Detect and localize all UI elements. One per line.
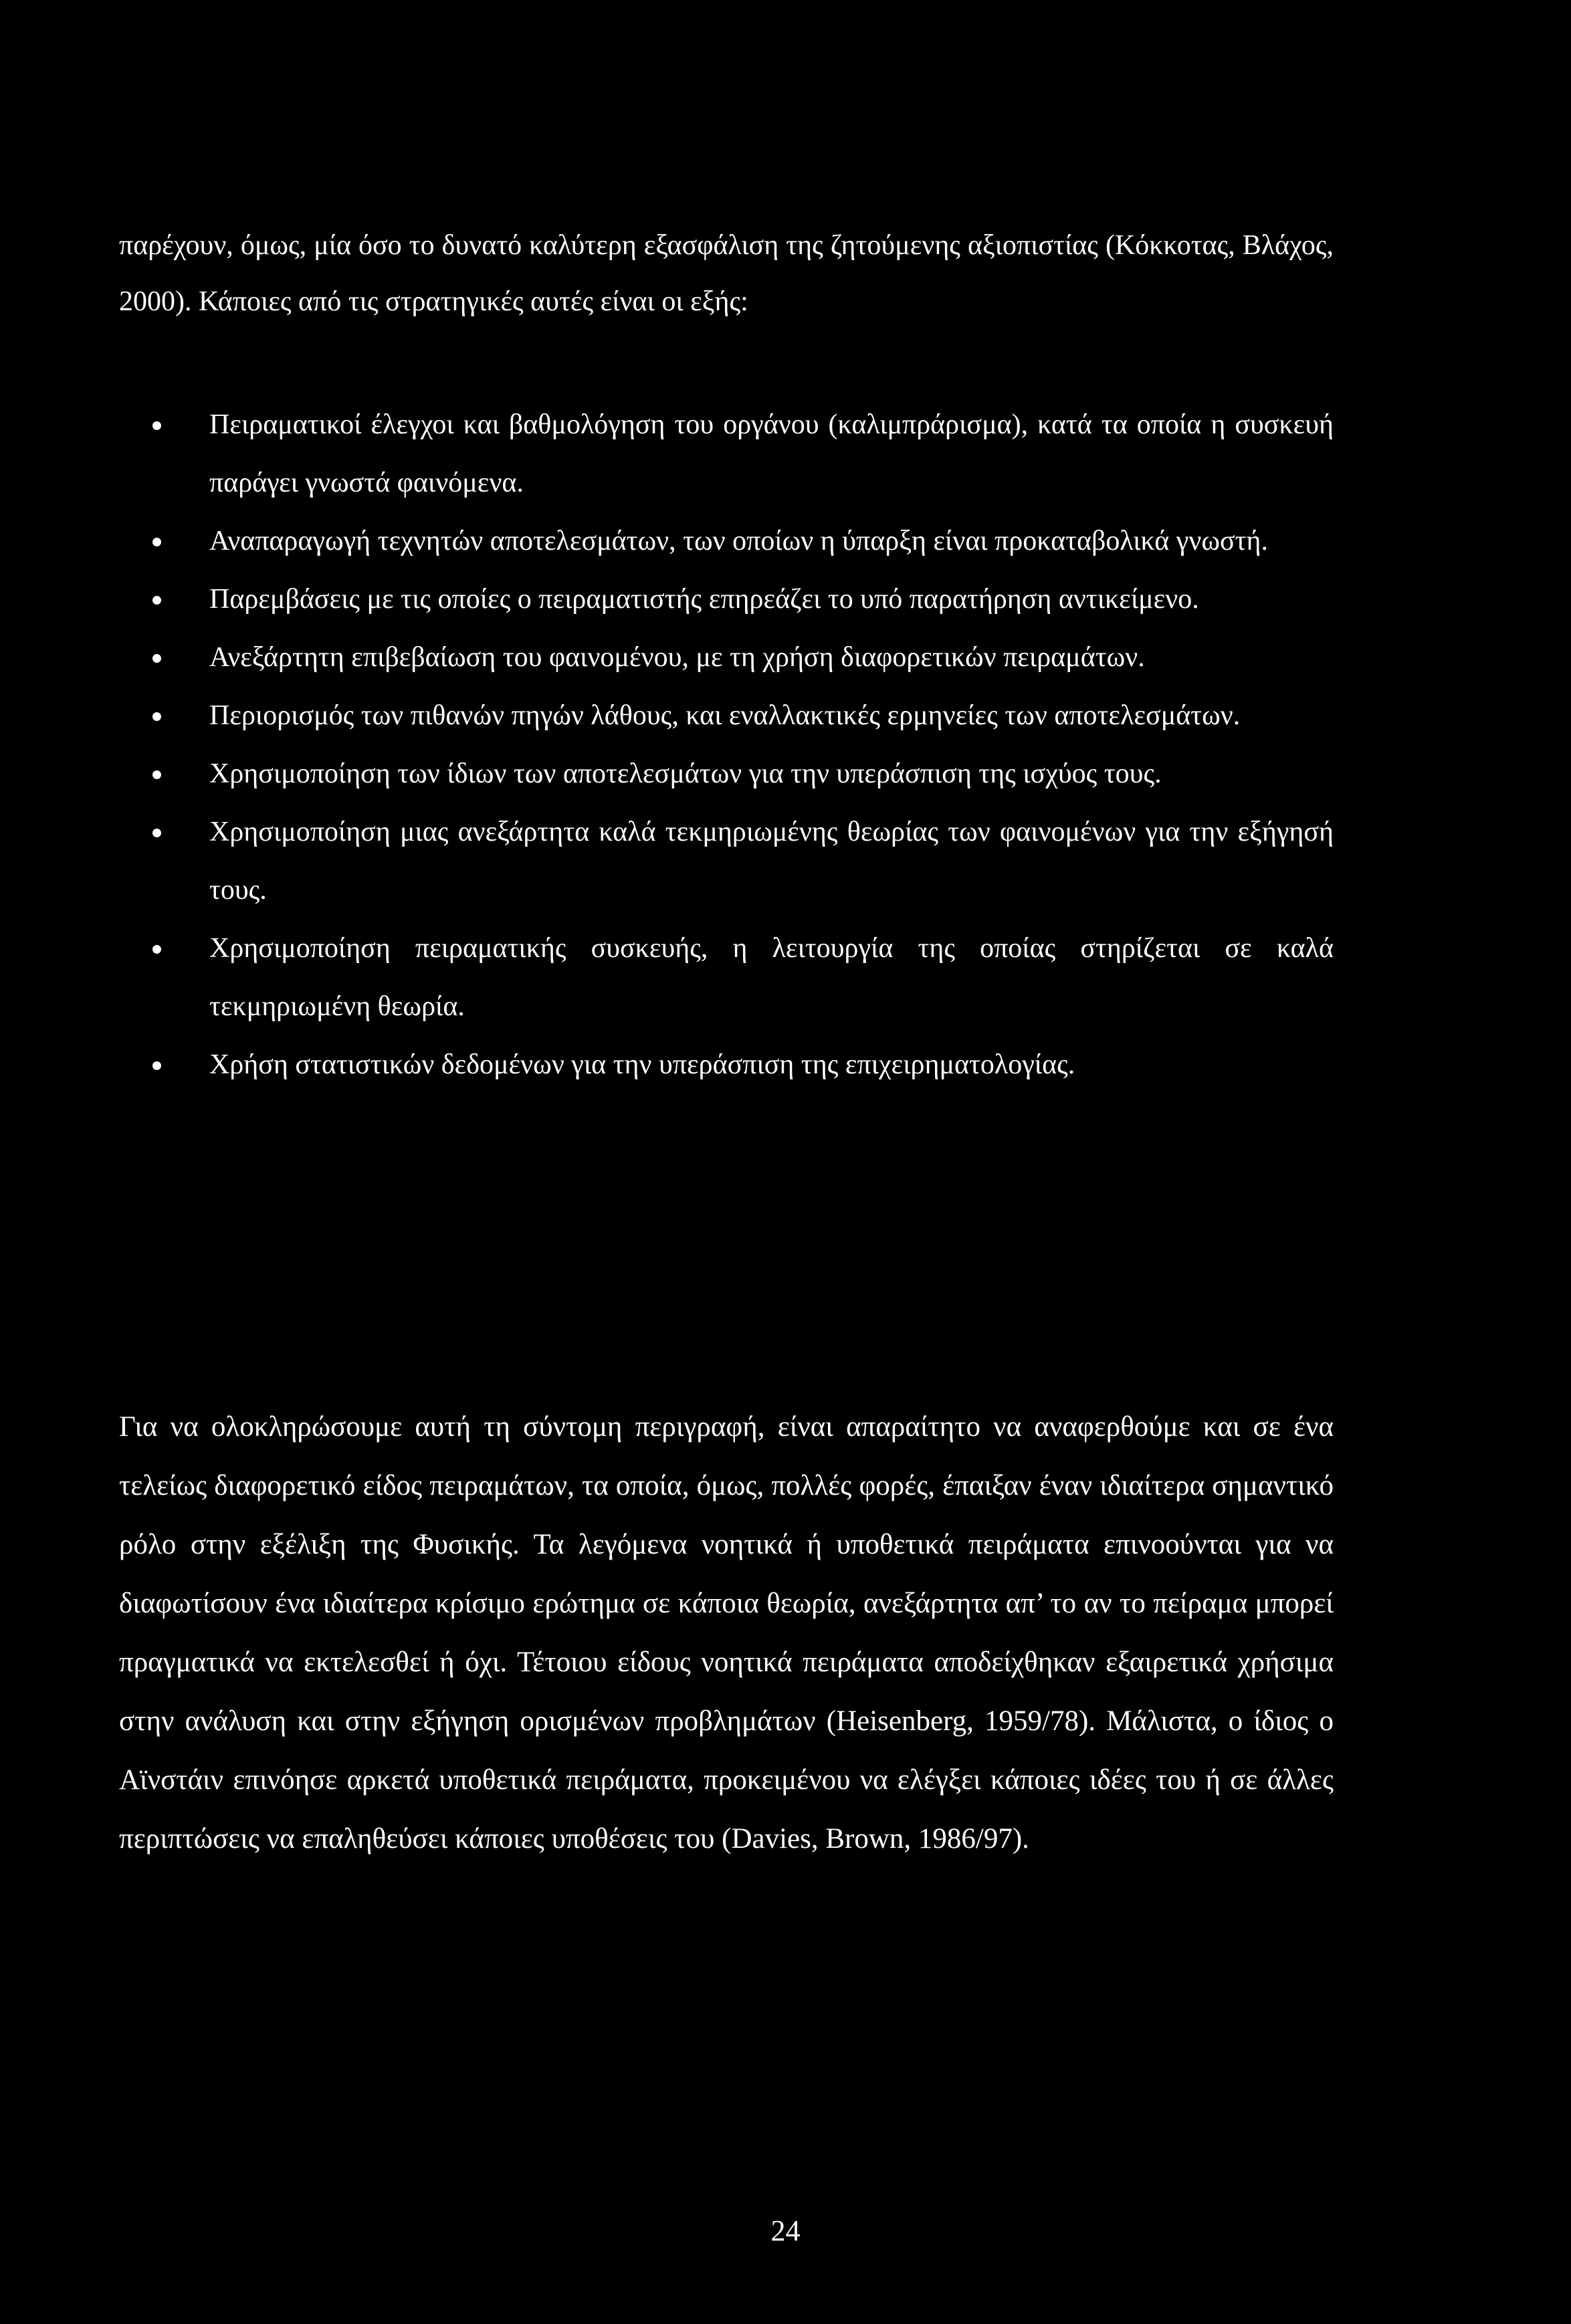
list-item-text: Χρησιμοποίηση των ίδιων των αποτελεσμάτων για την υπεράσπιση της ισχύος τους. (209, 758, 1162, 789)
list-item-text: Ανεξάρτητη επιβεβαίωση του φαινομένου, με τη χρήση διαφορετικών πειραμάτων. (209, 642, 1145, 673)
list-item (119, 745, 1334, 803)
list-item (119, 920, 1334, 1036)
bullet-icon (152, 538, 161, 546)
list-item (119, 1036, 1334, 1094)
list-item-text: Αναπαραγωγή τεχνητών αποτελεσμάτων, των οποίων η ύπαρξη είναι προκαταβολικά γνωστή. (209, 526, 1268, 556)
bullet-icon (152, 1061, 161, 1070)
list-item-text: Πειραματικοί έλεγχοι και βαθμολόγηση του οργάνου (καλιμπράρισμα), κατά τα οποία η συσκευή παράγει γνωστά φαινόμενα. (209, 409, 1334, 498)
list-item (119, 396, 1334, 512)
bullet-icon (152, 596, 161, 605)
bullet-icon (152, 421, 161, 430)
list-item-text: Χρήση στατιστικών δεδομένων για την υπεράσπιση της επιχειρηματολογίας. (209, 1049, 1075, 1080)
bullet-icon (152, 712, 161, 721)
page-number: 24 (770, 2214, 801, 2247)
list-item (119, 629, 1334, 687)
list-item (119, 803, 1334, 920)
list-item-text: Χρησιμοποίηση πειραματικής συσκευής, η λειτουργία της οποίας στηρίζεται σε καλά τεκμηριωμένη θεωρία. (209, 933, 1334, 1022)
list-item (119, 687, 1334, 745)
body-paragraph: Για να ολοκληρώσουμε αυτή τη σύντομη περιγραφή, είναι απαραίτητο να αναφερθούμε και σε ένα τελείως διαφορετικό είδος πειραμάτων, τα οποία, όμως, πολλές φορές, έπαιξαν έναν ιδιαίτερα σημαντικό ρόλο στην εξέλιξη της Φυσικής. Τα λεγόμενα νοητικά ή υποθετικά πειράματα επινοούνται για να διαφωτίσουν ένα ιδιαίτερα κρίσιμο ερώτημα σε κάποια θεωρία, ανεξάρτητα απ’ το αν το πείραμα μπορεί πραγματικά να εκτελεσθεί ή όχι. Τέτοιου είδους νοητικά πειράματα αποδείχθηκαν εξαιρετικά χρήσιμα στην ανάλυση και στην εξήγηση ορισμένων προβλημάτων (Heisenberg, 1959/78). Μάλιστα, ο ίδιος ο Αϊνστάιν επινόησε αρκετά υποθετικά πειράματα, προκειμένου να ελέγξει κάποιες ιδέες του ή σε άλλες περιπτώσεις να επαληθεύσει κάποιες υποθέσεις του (Davies, Brown, 1986/97). (119, 1411, 1334, 1855)
intro-paragraph: παρέχουν, όμως, μία όσο το δυνατό καλύτερη εξασφάλιση της ζητούμενης αξιοπιστίας (Κόκκοτας, Βλάχος, 2000). Κάποιες από τις στρατηγικές αυτές είναι οι εξής: (119, 230, 1334, 317)
bullet-icon (152, 654, 161, 663)
list-item-text: Χρησιμοποίηση μιας ανεξάρτητα καλά τεκμηριωμένης θεωρίας των φαινομένων για την εξήγησή τους. (209, 817, 1334, 906)
list-item (119, 570, 1334, 629)
bullet-icon (152, 945, 161, 954)
bullet-icon (152, 770, 161, 779)
strategy-list (119, 396, 1334, 1094)
list-item (119, 512, 1334, 570)
bullet-icon (152, 829, 161, 837)
list-item-text: Παρεμβάσεις με τις οποίες ο πειραματιστής επηρεάζει το υπό παρατήρηση αντικείμενο. (209, 584, 1199, 615)
list-item-text: Περιορισμός των πιθανών πηγών λάθους, και εναλλακτικές ερμηνείες των αποτελεσμάτων. (209, 700, 1241, 731)
